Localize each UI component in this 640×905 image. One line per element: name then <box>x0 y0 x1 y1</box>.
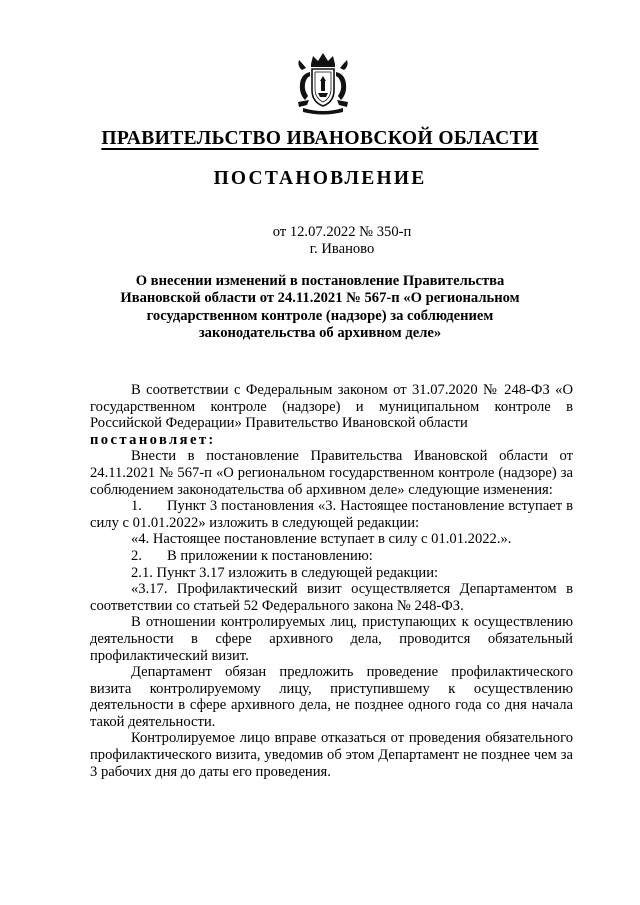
subject-line: законодательства об архивном деле» <box>198 325 442 342</box>
item-2-number: 2. <box>131 547 142 564</box>
resolves-text: постановляет: <box>90 431 216 448</box>
city: г. Иваново <box>309 241 375 257</box>
item-2-1: 2.1. Пункт 3.17 изложить в следующей редакции: <box>131 564 439 581</box>
resolution-word <box>90 432 573 449</box>
intro-paragraph: Внести в постановление Правительства Ивановской области от 24.11.2021 № 567-п «О региональном государственном контроле (надзоре) за соблюдением законодательства об архивном деле» следующие изменения: <box>90 448 573 498</box>
item-1 <box>90 498 573 531</box>
clause-3-17-paragraph: «3.17. Профилактический визит осуществляется Департаментом в соответствии со статьей 52 Федерального закона № 248-ФЗ. <box>90 581 573 614</box>
document-type-title: ПОСТАНОВЛЕНИЕ <box>213 168 427 189</box>
organization-title: ПРАВИТЕЛЬСТВО ИВАНОВСКОЙ ОБЛАСТИ <box>101 128 539 149</box>
item-2 <box>90 548 573 565</box>
clause-3-17-paragraph: Департамент обязан предложить проведение профилактического визита контролируемому лицу, приступившему к осуществлению деятельности в сфере архивного дела, не позднее одного года со дня начала такой деятельности. <box>90 664 573 730</box>
document-subject <box>90 273 550 343</box>
subject-line: О внесении изменений в постановление Правительства <box>135 273 505 289</box>
subject-line: государственном контроле (надзоре) за соблюдением <box>146 307 494 324</box>
document-meta <box>0 224 640 258</box>
document-body <box>90 382 573 780</box>
preamble-paragraph <box>90 382 573 432</box>
ivanovo-coat-of-arms-icon <box>293 50 353 116</box>
clause-3-17-paragraph: В отношении контролируемых лиц, приступающих к осуществлению деятельности в сфере архивного дела, проводится обязательный профилактический визит. <box>90 614 573 664</box>
subject-line: Ивановской области от 24.11.2021 № 567-п «О региональном <box>120 290 520 307</box>
clause-3-17-paragraph: Контролируемое лицо вправе отказаться от проведения обязательного профилактического визита, уведомив об этом Департамент не позднее чем за 3 рабочих дня до даты его проведения. <box>90 730 573 780</box>
item-1-text: Пункт 3 постановления «3. Настоящее постановление вступает в силу с 01.01.2022» изложить в следующей редакции: <box>90 498 573 531</box>
item-1-quote: «4. Настоящее постановление вступает в силу с 01.01.2022.». <box>131 531 512 548</box>
date-number: от 12.07.2022 № 350-п <box>272 224 412 240</box>
preamble-text: В соответствии с Федеральным законом от 31.07.2020 № 248-ФЗ «О государственном контроле (надзоре) и муниципальном контроле в Российской Федерации» Правительство Ивановской области <box>90 382 573 432</box>
item-1-number: 1. <box>131 498 142 515</box>
item-2-text: В приложении к постановлению: <box>167 547 373 564</box>
